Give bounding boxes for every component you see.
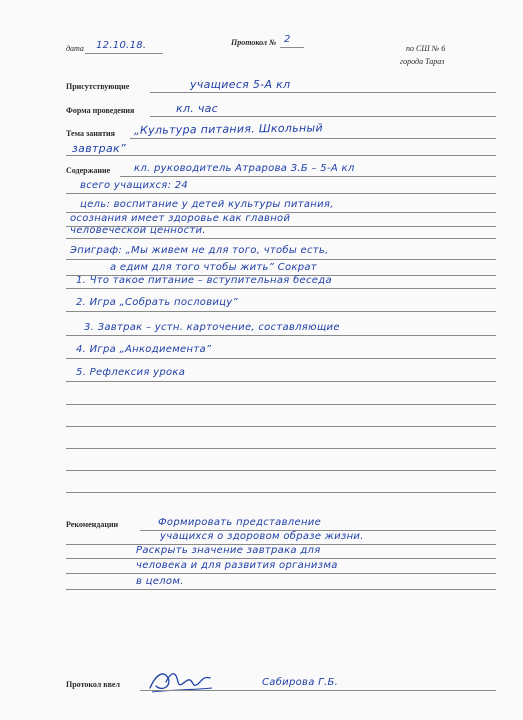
content-label: Содержание (66, 166, 111, 175)
attendees-line (150, 92, 496, 93)
form-line (150, 116, 496, 117)
content-line-6: Эпиграф: „Мы живем не для того, чтобы есть, (70, 245, 329, 256)
content-rule-9 (66, 311, 496, 312)
content-rule-11 (66, 358, 496, 359)
topic-line-rule-2 (66, 155, 496, 156)
attendees-value: учащиеся 5-А кл (190, 78, 291, 91)
recommendations-line-2: учащихся о здоровом образе жизни. (160, 531, 364, 542)
content-line-2: всего учащихся: 24 (80, 180, 189, 191)
content-rule-10 (66, 335, 496, 336)
city-name: города Тараз (400, 57, 445, 66)
protocol-title-label: Протокол № (231, 38, 277, 47)
content-line-12: 5. Рефлексия урока (76, 367, 186, 378)
footer-label: Протокол ввел (66, 680, 120, 689)
protocol-number-line (280, 47, 304, 48)
blank-rule (66, 404, 496, 405)
footer-rule (140, 690, 496, 691)
content-line-4: осознания имеет здоровье как главной (70, 213, 291, 224)
recommendations-line-3: Раскрыть значение завтрака для (136, 545, 321, 556)
content-line-3: цель: воспитание у детей культуры питания, (80, 199, 334, 210)
content-line-10: 3. Завтрак – устн. карточение, составляющие (84, 322, 340, 333)
recommendations-rule-4 (66, 573, 496, 574)
content-line-7: а едим для того чтобы жить” Сократ (110, 262, 317, 273)
school-name: по СШ № 6 (406, 44, 446, 53)
form-label: Форма проведения (66, 106, 135, 115)
recommendations-rule-3 (66, 558, 496, 559)
content-line-1: кл. руководитель Атрарова З.Б – 5-А кл (134, 163, 355, 174)
recommendations-line-4: человека и для развития организма (136, 560, 338, 571)
content-rule-8 (66, 288, 496, 289)
topic-line-rule-1 (130, 138, 496, 139)
content-line-5: человеческой ценности. (70, 225, 206, 236)
blank-rule (66, 470, 496, 471)
content-line-11: 4. Игра „Анкодиемента” (76, 344, 212, 355)
blank-rule (66, 492, 496, 493)
date-label: дата (66, 44, 84, 53)
blank-rule (66, 448, 496, 449)
blank-rule (66, 426, 496, 427)
signature (146, 664, 216, 696)
recommendations-line-5: в целом. (136, 576, 184, 587)
topic-label: Тема занятия (66, 129, 115, 138)
content-rule-1 (120, 176, 496, 177)
recommendations-label: Рекомендации (66, 520, 119, 529)
recommendations-rule-5 (66, 589, 496, 590)
date-line (85, 53, 163, 54)
protocol-title (231, 38, 276, 47)
content-rule-5 (66, 238, 496, 239)
content-rule-2 (66, 193, 496, 194)
topic-line-2: завтрак” (72, 142, 126, 155)
signer-name: Сабирова Г.Б. (262, 677, 339, 688)
content-line-9: 2. Игра „Собрать пословицу” (76, 297, 238, 308)
date-value: 12.10.18. (96, 40, 147, 51)
blank-rule (66, 381, 496, 382)
attendees-label: Присутствующие (66, 82, 130, 91)
content-rule-6 (66, 259, 496, 260)
protocol-number: 2 (284, 34, 291, 45)
form-value: кл. час (176, 102, 219, 115)
content-line-8: 1. Что такое питание – вступительная беседа (76, 275, 332, 286)
recommendations-line-1: Формировать представление (158, 517, 322, 528)
topic-line-1: „Культура питания. Школьный (133, 121, 323, 137)
